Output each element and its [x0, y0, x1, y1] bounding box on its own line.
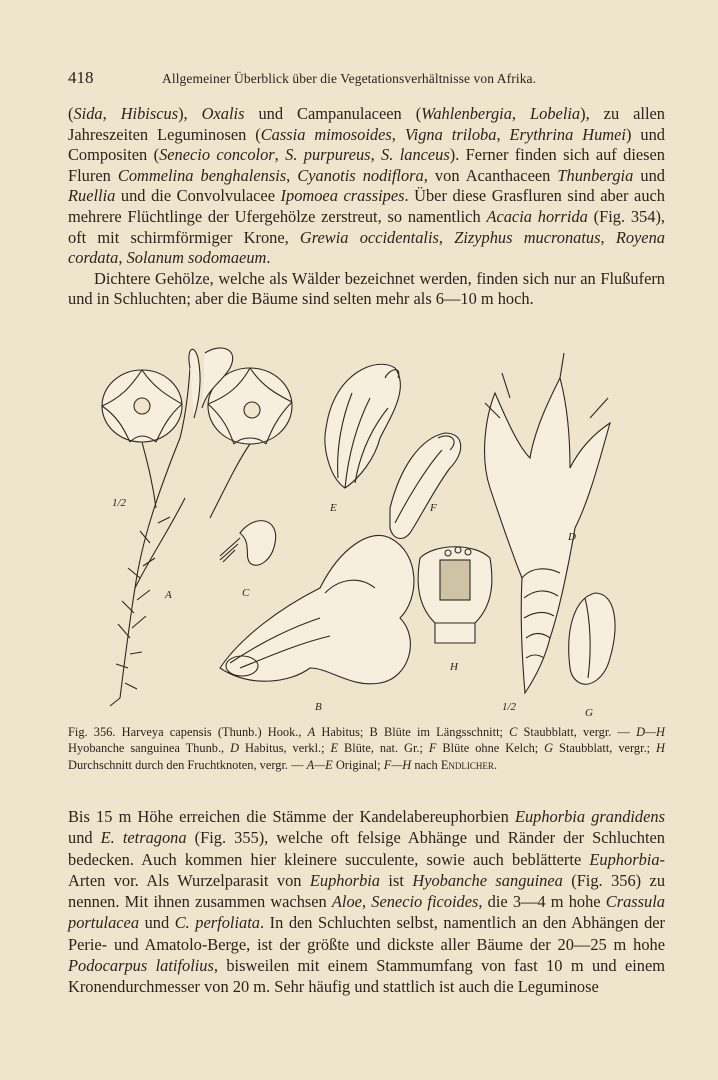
- italic-run: Royena cordata: [68, 227, 665, 268]
- text-run: Staubblatt, vergr. —: [517, 725, 637, 739]
- running-title: Allgemeiner Überblick über die Vegetationsverhältnisse von Afrika.: [162, 71, 537, 86]
- scale-label-d: 1/2: [502, 701, 517, 713]
- italic-run: F—H: [383, 757, 412, 772]
- figure-356: [90, 338, 670, 716]
- italic-run: Hyobanche sanguinea: [412, 870, 563, 890]
- italic-run: Ipomoea crassipes: [280, 186, 405, 206]
- harveya-flower-right: [208, 368, 292, 518]
- text-run: Hyobanche sanguinea Thunb.,: [68, 741, 231, 756]
- text-run: Durchschnitt durch den Fruchtknoten, vergr. —: [68, 757, 307, 772]
- italic-run: H: [656, 741, 665, 756]
- text-run: Blüte ohne Kelch;: [436, 741, 545, 756]
- italic-run: Aloe: [331, 892, 362, 912]
- stamen-g: [569, 593, 615, 684]
- italic-run: Sida: [73, 104, 103, 123]
- text-run: ),: [178, 104, 202, 123]
- italic-run: E. tetragona: [100, 828, 187, 848]
- italic-run: S. lanceus: [381, 145, 450, 165]
- text-run: ,: [118, 248, 127, 268]
- paragraph: [68, 104, 665, 269]
- text-run: und: [68, 828, 101, 848]
- italic-run: C: [509, 725, 518, 739]
- text-run: (Fig. 356) zu nennen. Mit ihnen zusammen wachsen: [68, 870, 666, 912]
- italic-run: Lobelia: [530, 104, 581, 123]
- label-a: A: [165, 589, 172, 601]
- text-run: , die 3—4 m hohe: [478, 892, 606, 912]
- label-d: D: [568, 531, 576, 543]
- text-run: Staubblatt, vergr.;: [553, 741, 657, 756]
- text-run: ,: [391, 124, 405, 144]
- text-run: ,: [102, 104, 121, 123]
- caption-text: [68, 724, 665, 773]
- italic-run: S. purpureus: [285, 145, 371, 165]
- text-run: und Campanulaceen (: [244, 104, 422, 123]
- text-run: Fig. 356. Harveya capensis (Thunb.) Hook.,: [68, 725, 308, 739]
- italic-run: G: [544, 741, 554, 756]
- text-run: ist: [380, 870, 413, 890]
- text-run: ,: [496, 124, 510, 144]
- text-run: Habitus; B Blüte im Längsschnitt;: [315, 725, 510, 739]
- text-run: (: [68, 104, 74, 123]
- paragraph: [68, 806, 665, 998]
- italic-run: Grewia occidentalis: [299, 227, 439, 247]
- italic-run: Vigna triloba: [404, 124, 497, 144]
- italic-run: Podocarpus latifolius: [68, 956, 214, 976]
- italic-run: Solanum sodomaeum: [126, 248, 267, 268]
- page-header: [68, 68, 668, 88]
- text-run: ,: [600, 227, 616, 247]
- italic-run: Senecio concolor: [159, 145, 275, 165]
- page-number: 418: [68, 68, 94, 87]
- italic-run: A: [307, 725, 316, 739]
- italic-run: Erythrina Humei: [509, 124, 626, 144]
- italic-run: Cyanotis nodiflora: [297, 165, 424, 185]
- text-run: Blüte, nat. Gr.;: [338, 741, 429, 756]
- text-run: Bis 15 m Höhe erreichen die Stämme der Kandelabereuphorbien: [68, 807, 515, 826]
- scale-label-a: 1/2: [112, 497, 127, 509]
- text-run: ,: [370, 145, 382, 165]
- text-run: . In den Schluchten selbst, namentlich an den Abhängen der Perie- und Amatolo-Berge, ist der größte und dickste aller Bäume der 20—25 m hohe: [68, 913, 666, 954]
- italic-run: Wahlenbergia: [421, 104, 512, 123]
- text-run: (Fig. 355), welche oft felsige Abhänge und Ränder der Schluchten bedecken. Auch kommen hier kleinere succulente, sowie auch beblätterte: [68, 828, 665, 869]
- text-run: und die Convolvulacee: [115, 186, 281, 206]
- italic-run: C. perfoliata: [174, 913, 260, 933]
- text-run: ). Ferner finden sich auf diesen Fluren: [68, 145, 665, 185]
- text-run: nach: [411, 757, 441, 772]
- italic-run: Ruellia: [68, 186, 116, 206]
- text-run: .: [493, 757, 498, 772]
- text-run: und: [139, 913, 175, 933]
- italic-run: Crassula portulacea: [68, 892, 665, 933]
- text-run: ,: [361, 892, 372, 912]
- italic-run: Oxalis: [201, 104, 245, 123]
- text-run: Habitus, verkl.;: [239, 741, 331, 756]
- label-b: B: [315, 701, 322, 713]
- italic-run: Acacia horrida: [486, 206, 588, 226]
- italic-run: Senecio ficoides: [371, 892, 479, 912]
- text-run: . Über diese Grasfluren sind aber auch mehrere Flüchtlinge der Ufergehölze zerstreut, so namentlich: [68, 186, 665, 226]
- flower-e: [325, 364, 400, 488]
- italic-run: F: [428, 741, 437, 756]
- label-g: G: [585, 707, 593, 716]
- ovary-section-h: [418, 547, 492, 643]
- stamen-c: [220, 521, 276, 566]
- italic-run: D—H: [636, 725, 665, 739]
- italic-run: Euphorbia grandidens: [514, 807, 665, 826]
- text-run: ,: [274, 145, 286, 165]
- label-c: C: [242, 587, 250, 599]
- italic-run: Euphorbia: [589, 849, 660, 869]
- paragraph: Dichtere Gehölze, welche als Wälder bezeichnet werden, finden sich nur an Flußufern und in Schluchten; aber die Bäume sind selten mehr als 6—10 m hoch.: [68, 268, 665, 309]
- text-run: und: [633, 165, 665, 185]
- text-run: , von Acanthaceen: [423, 165, 558, 185]
- italic-run: D: [230, 741, 240, 756]
- label-f: F: [430, 502, 437, 514]
- figure-caption: [68, 724, 665, 773]
- text-run: ,: [286, 165, 298, 185]
- text-run: Original;: [332, 757, 384, 772]
- italic-run: Thunbergia: [557, 165, 634, 185]
- harveya-flower-left: [102, 370, 182, 508]
- text-run: ,: [511, 104, 531, 123]
- flower-f: [390, 433, 461, 538]
- italic-run: E: [330, 741, 339, 756]
- text-run: (Fig. 354), oft mit schirmförmiger Krone,: [68, 206, 666, 247]
- italic-run: Zizyphus mucronatus: [454, 227, 601, 247]
- body-text-bottom: [68, 806, 665, 998]
- label-e: E: [330, 502, 337, 514]
- body-text-top: [68, 104, 665, 310]
- italic-run: Cassia mimosoides: [260, 124, 392, 144]
- small-caps-run: Endlicher: [440, 757, 494, 772]
- text-run: ), zu allen Jahreszeiten Leguminosen (: [68, 104, 666, 144]
- italic-run: Commelina benghalensis: [117, 165, 287, 185]
- text-run: , bisweilen mit einem Stammumfang von fast 10 m und einem Kronendurchmesser von 20 m. Sehr häufig und stattlich ist auch die Leguminose: [68, 956, 665, 997]
- italic-run: Euphorbia: [309, 870, 381, 890]
- label-h: H: [450, 661, 458, 673]
- text-run: -Arten vor. Als Wurzelparasit von: [68, 849, 665, 890]
- text-run: .: [266, 248, 271, 268]
- italic-run: A—E: [306, 757, 333, 772]
- botanical-illustration: [90, 338, 670, 716]
- text-run: ) und Compositen (: [68, 124, 665, 165]
- italic-run: Hibiscus: [120, 104, 179, 123]
- text-run: ,: [438, 227, 455, 247]
